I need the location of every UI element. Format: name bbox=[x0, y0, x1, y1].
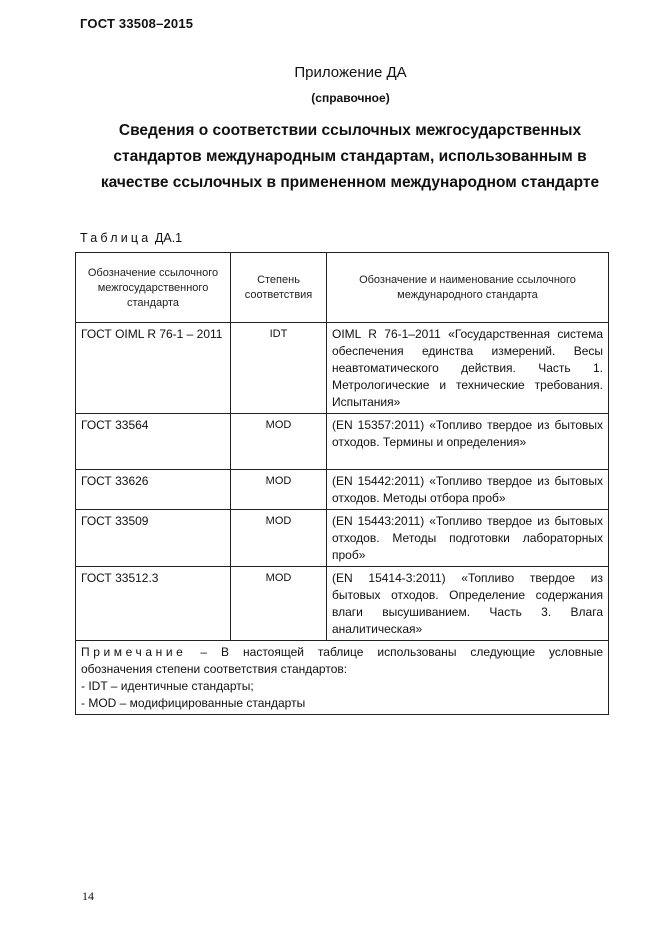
intl-standard-cell: OIML R 76-1–2011 «Государственная система обеспечения единства измерений. Весы неавтоматического действия. Часть 1. Метрологические и технические требования. Испытания» bbox=[327, 323, 609, 414]
table-caption-word: Таблица bbox=[80, 231, 152, 245]
table-header-row bbox=[76, 253, 609, 323]
gost-cell: ГОСТ 33564 bbox=[76, 414, 231, 470]
table-caption-number: ДА.1 bbox=[151, 231, 183, 245]
table-row bbox=[76, 510, 609, 567]
intl-standard-cell: (EN 15414-3:2011) «Топливо твердое из бытовых отходов. Определение содержания влаги высушиванием. Часть 3. Влага аналитическая» bbox=[327, 567, 609, 641]
note-text: – В настоящей таблице использованы следующие условные обозначения степени соответствия стандартов: bbox=[81, 645, 603, 676]
appendix-heading: Сведения о соответствии ссылочных межгосударственных стандартов международным стандартам, использованным в качестве ссылочных в примененном международном стандарте bbox=[100, 122, 600, 191]
intl-standard-cell: (EN 15442:2011) «Топливо твердое из бытовых отходов. Методы отбора проб» bbox=[327, 470, 609, 510]
page-number: 14 bbox=[82, 889, 94, 903]
note-item-idt: - IDT – идентичные стандарты; bbox=[81, 679, 254, 693]
table-row bbox=[76, 414, 609, 470]
column-header-degree: Степень соответствия bbox=[231, 253, 327, 323]
column-header-intl: Обозначение и наименование ссылочного международного стандарта bbox=[327, 253, 609, 323]
appendix-title: Приложение ДА bbox=[294, 64, 407, 81]
degree-cell: MOD bbox=[231, 510, 327, 567]
degree-cell: MOD bbox=[231, 470, 327, 510]
note-item-mod: - MOD – модифицированные стандарты bbox=[81, 696, 306, 710]
column-header-gost: Обозначение ссылочного межгосударственного стандарта bbox=[76, 253, 231, 323]
intl-standard-cell: (EN 15443:2011) «Топливо твердое из бытовых отходов. Методы подготовки лабораторных проб» bbox=[327, 510, 609, 567]
table-note-row bbox=[76, 641, 609, 715]
table-caption bbox=[80, 231, 182, 245]
table-row bbox=[76, 323, 609, 414]
gost-cell: ГОСТ 33512.3 bbox=[76, 567, 231, 641]
table-row bbox=[76, 470, 609, 510]
gost-cell: ГОСТ 33509 bbox=[76, 510, 231, 567]
gost-cell: ГОСТ OIML R 76-1 – 2011 bbox=[76, 323, 231, 414]
note-intro bbox=[81, 644, 603, 678]
document-code: ГОСТ 33508–2015 bbox=[80, 16, 194, 31]
correspondence-table bbox=[75, 252, 609, 715]
degree-cell: MOD bbox=[231, 567, 327, 641]
note-label: Примечание bbox=[81, 645, 187, 659]
degree-cell: MOD bbox=[231, 414, 327, 470]
degree-cell: IDT bbox=[231, 323, 327, 414]
appendix-subtitle: (справочное) bbox=[311, 91, 390, 105]
intl-standard-cell: (EN 15357:2011) «Топливо твердое из бытовых отходов. Термины и определения» bbox=[327, 414, 609, 470]
table-note bbox=[76, 641, 609, 715]
gost-cell: ГОСТ 33626 bbox=[76, 470, 231, 510]
table-row bbox=[76, 567, 609, 641]
